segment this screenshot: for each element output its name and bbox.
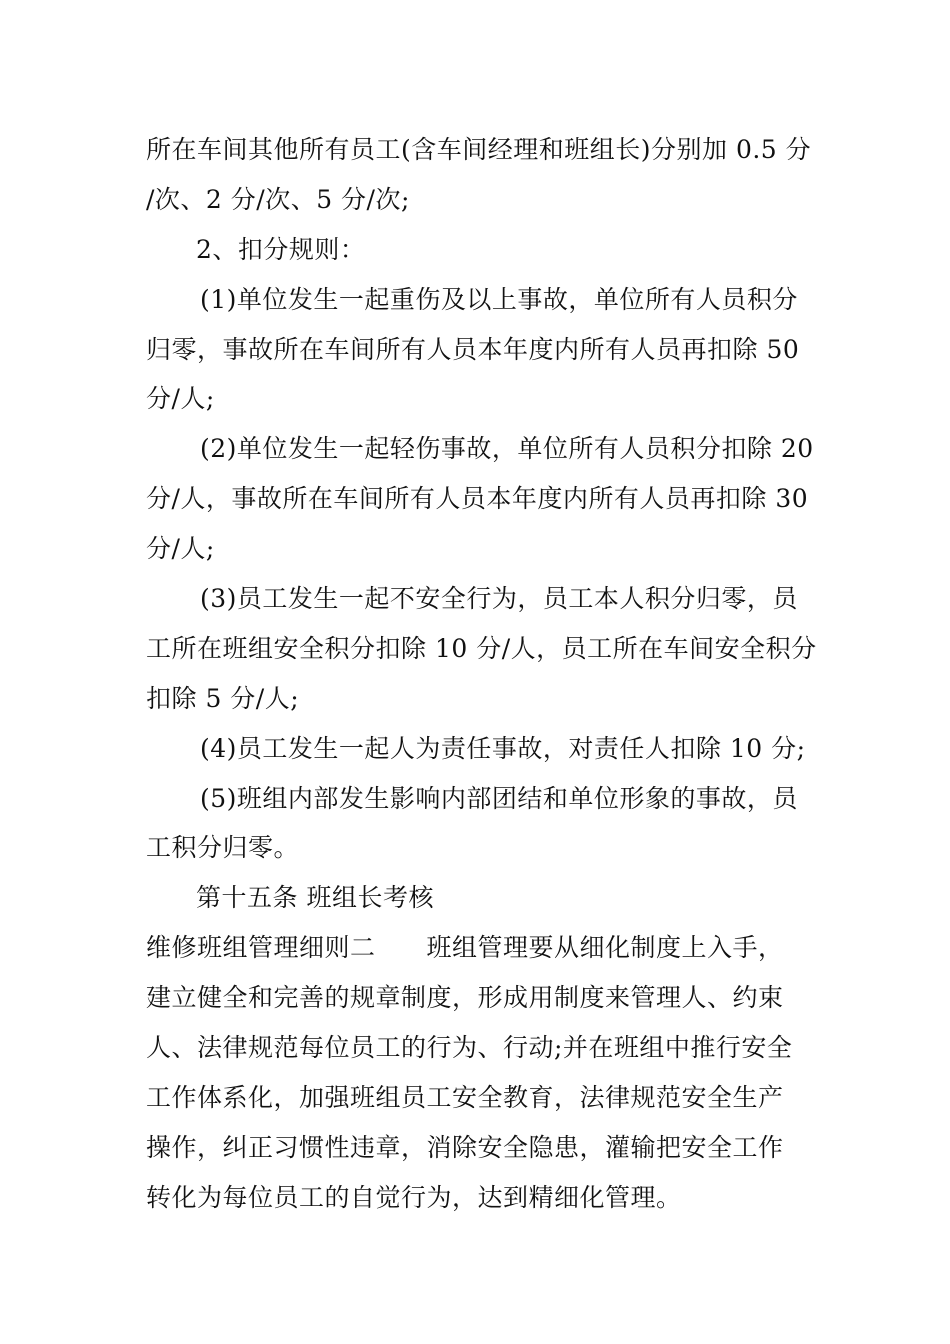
text-line: /次、2 分/次、5 分/次; xyxy=(146,185,410,214)
text-line: 扣除 5 分/人; xyxy=(146,684,300,713)
text-line: 工所在班组安全积分扣除 10 分/人，员工所在车间安全积分 xyxy=(146,634,817,663)
text-line: (5)班组内部发生影响内部团结和单位形象的事故，员 xyxy=(200,784,798,813)
text-line: 工作体系化，加强班组员工安全教育，法律规范安全生产 xyxy=(146,1083,784,1112)
text-line: 分/人; xyxy=(146,384,215,413)
article-heading: 第十五条 班组长考核 xyxy=(196,883,434,912)
text-line: (2)单位发生一起轻伤事故，单位所有人员积分扣除 20 xyxy=(200,434,814,463)
text-line: 所在车间其他所有员工(含车间经理和班组长)分别加 0.5 分 xyxy=(146,135,812,164)
text-line: 人、法律规范每位员工的行为、行动;并在班组中推行安全 xyxy=(146,1033,793,1062)
text-line: (3)员工发生一起不安全行为，员工本人积分归零，员 xyxy=(200,584,798,613)
text-line: (1)单位发生一起重伤及以上事故，单位所有人员积分 xyxy=(200,285,798,314)
text-line: 转化为每位员工的自觉行为，达到精细化管理。 xyxy=(146,1183,682,1212)
section-heading: 2、扣分规则： xyxy=(196,235,366,264)
text-line: 建立健全和完善的规章制度，形成用制度来管理人、约束 xyxy=(146,983,784,1012)
text-line: 维修班组管理细则二 班组管理要从细化制度上入手， xyxy=(146,933,784,962)
text-line: 操作，纠正习惯性违章，消除安全隐患，灌输把安全工作 xyxy=(146,1133,784,1162)
text-line: 分/人; xyxy=(146,534,215,563)
text-line: 归零，事故所在车间所有人员本年度内所有人员再扣除 50 xyxy=(146,335,800,364)
text-line: 工积分归零。 xyxy=(146,833,300,862)
text-line: (4)员工发生一起人为责任事故，对责任人扣除 10 分; xyxy=(200,734,806,763)
text-line: 分/人，事故所在车间所有人员本年度内所有人员再扣除 30 xyxy=(146,484,809,513)
